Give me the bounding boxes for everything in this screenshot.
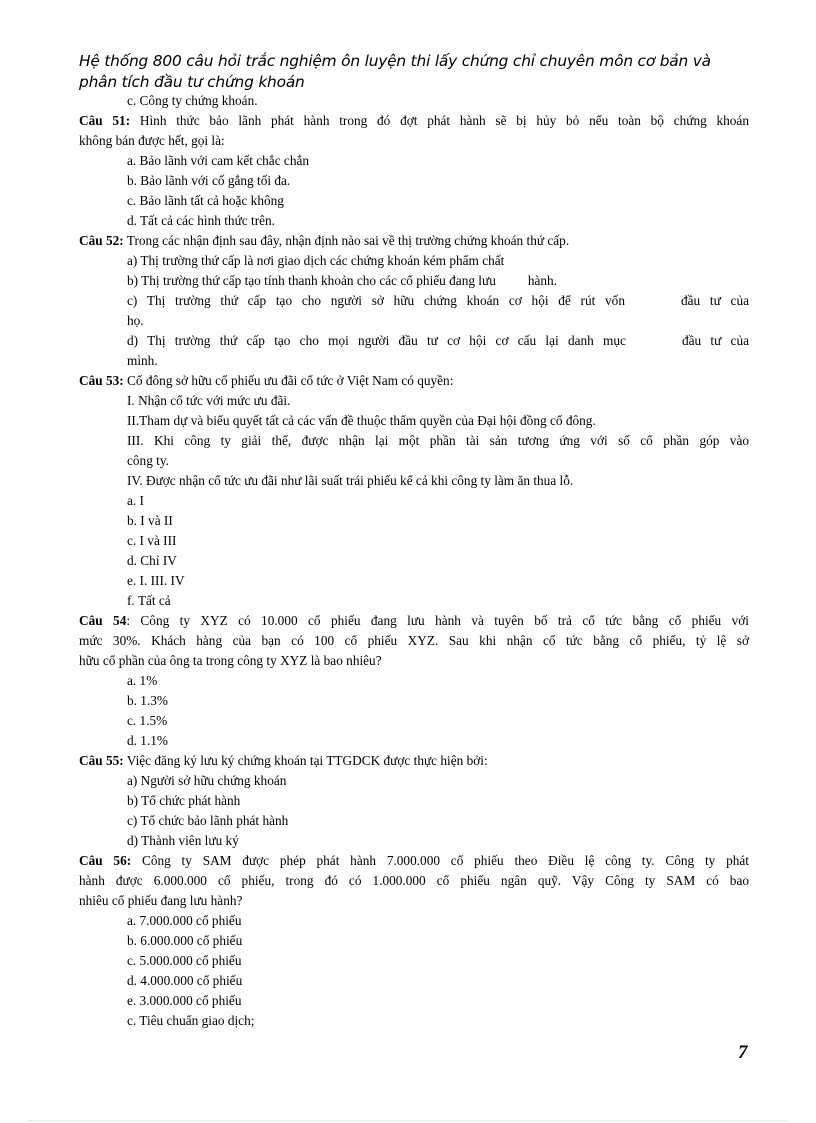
option: e. I. III. IV — [127, 573, 185, 588]
page-number: 7 — [738, 1042, 748, 1063]
question-56 — [79, 851, 749, 871]
question-label: Câu 56: — [79, 853, 132, 868]
option-text: b) Thị trường thứ cấp tạo tính thanh khoản cho các cổ phiếu đang lưu — [127, 273, 496, 288]
question-label: Câu 55: — [79, 753, 124, 768]
option-text: d) Thị trường thứ cấp tạo cho mọi người đầu tư cơ hội cơ cấu lại danh mục — [127, 333, 626, 348]
statement: II.Tham dự và biểu quyết tất cả các vấn đề thuộc thẩm quyền của Đại hội đồng cổ đông. — [127, 413, 596, 428]
question-text: : Công ty XYZ có 10.000 cổ phiếu đang lưu hành và tuyên bố trả cổ tức bằng cổ phiếu với — [126, 613, 749, 628]
option: c. I và III — [127, 533, 177, 548]
question-text-cont: hành được 6.000.000 cổ phiếu, trong đó có 1.000.000 cổ phiếu ngân quỹ. Vậy Công ty SAM có bao — [79, 873, 749, 888]
option: d) Thành viên lưu ký — [127, 833, 239, 848]
statement: IV. Được nhận cổ tức ưu đãi như lãi suất trái phiếu kể cả khi công ty làm ăn thua lỗ. — [127, 473, 574, 488]
question-text: Công ty SAM được phép phát hành 7.000.000 cổ phiếu theo Điều lệ công ty. Công ty phát — [131, 853, 749, 868]
option: a. I — [127, 493, 144, 508]
question-51 — [79, 111, 749, 131]
footer-rule — [28, 1120, 788, 1121]
question-54 — [79, 611, 749, 631]
question-label: Câu 54 — [79, 613, 127, 628]
option-text-cont: hành. — [527, 273, 558, 288]
question-55 — [79, 751, 749, 771]
option: d. Chỉ IV — [127, 553, 177, 568]
question-text: Cổ đông sở hữu cổ phiếu ưu đãi cổ tức ở Việt Nam có quyền: — [123, 373, 454, 388]
option: c) Tổ chức bảo lãnh phát hành — [127, 813, 289, 828]
option: a. 1% — [127, 673, 158, 688]
option — [79, 291, 749, 311]
question-text-cont: nhiêu cổ phiếu đang lưu hành? — [79, 893, 243, 908]
statement-wrap: công ty. — [127, 453, 169, 468]
option: b) Tổ chức phát hành — [127, 793, 241, 808]
option: a) Thị trường thứ cấp là nơi giao dịch các chứng khoán kém phẩm chất — [127, 253, 505, 268]
trailing-option: c. Tiêu chuẩn giao dịch; — [127, 1013, 255, 1028]
option: b. 1.3% — [127, 693, 168, 708]
option — [79, 271, 749, 291]
option: a) Người sở hữu chứng khoán — [127, 773, 287, 788]
option: d. 4.000.000 cổ phiếu — [127, 973, 243, 988]
question-label: Câu 52: — [79, 233, 124, 248]
prev-option: c. Công ty chứng khoán. — [127, 93, 258, 108]
option: b. 6.000.000 cổ phiếu — [127, 933, 243, 948]
option-text: c) Thị trường thứ cấp tạo cho người sở hữu chứng khoán cơ hội để rút vốn — [127, 293, 625, 308]
document-body — [79, 91, 749, 1031]
question-text: Trong các nhận định sau đây, nhận định nào sai về thị trường chứng khoán thứ cấp. — [123, 233, 570, 248]
question-text-cont: mức 30%. Khách hàng của bạn có 100 cổ phiếu XYZ. Sau khi nhận cổ tức bằng cổ phiếu, tỷ lệ sở — [79, 633, 749, 648]
header-line-2: phân tích đầu tư chứng khoán — [79, 73, 305, 91]
header-line-1: Hệ thống 800 câu hỏi trắc nghiệm ôn luyện thi lấy chứng chỉ chuyên môn cơ bản và — [79, 52, 711, 70]
question-text: Việc đăng ký lưu ký chứng khoán tại TTGDCK được thực hiện bởi: — [123, 753, 488, 768]
question-52 — [79, 231, 749, 251]
question-text-cont: hữu cổ phần của ông ta trong công ty XYZ là bao nhiêu? — [79, 653, 382, 668]
question-label: Câu 53: — [79, 373, 124, 388]
option — [79, 331, 749, 351]
option-text-cont: đầu tư của — [681, 333, 749, 348]
option-wrap: họ. — [127, 313, 144, 328]
option: b. Bảo lãnh với cố gắng tối đa. — [127, 173, 291, 188]
question-label: Câu 51: — [79, 113, 131, 128]
question-text-cont: không bán được hết, gọi là: — [79, 133, 225, 148]
running-header — [79, 51, 749, 93]
statement: III. Khi công ty giải thể, được nhận lại một phần tài sản tương ứng với số cổ phần góp vào — [127, 433, 749, 448]
statement: I. Nhận cổ tức với mức ưu đãi. — [127, 393, 291, 408]
option: c. 5.000.000 cổ phiếu — [127, 953, 242, 968]
option-text-cont: đầu tư của — [680, 293, 749, 308]
option: e. 3.000.000 cổ phiếu — [127, 993, 242, 1008]
option: c. Bảo lãnh tất cả hoặc không — [127, 193, 284, 208]
option: d. 1.1% — [127, 733, 168, 748]
option: f. Tất cả — [127, 593, 171, 608]
question-53 — [79, 371, 749, 391]
option: b. I và II — [127, 513, 173, 528]
option: a. 7.000.000 cổ phiếu — [127, 913, 242, 928]
option: d. Tất cả các hình thức trên. — [127, 213, 275, 228]
option-wrap: mình. — [127, 353, 158, 368]
option: c. 1.5% — [127, 713, 168, 728]
question-text: Hình thức bảo lãnh phát hành trong đó đợt phát hành sẽ bị hủy bỏ nếu toàn bộ chứng khoán — [130, 113, 749, 128]
option: a. Bảo lãnh với cam kết chắc chắn — [127, 153, 310, 168]
